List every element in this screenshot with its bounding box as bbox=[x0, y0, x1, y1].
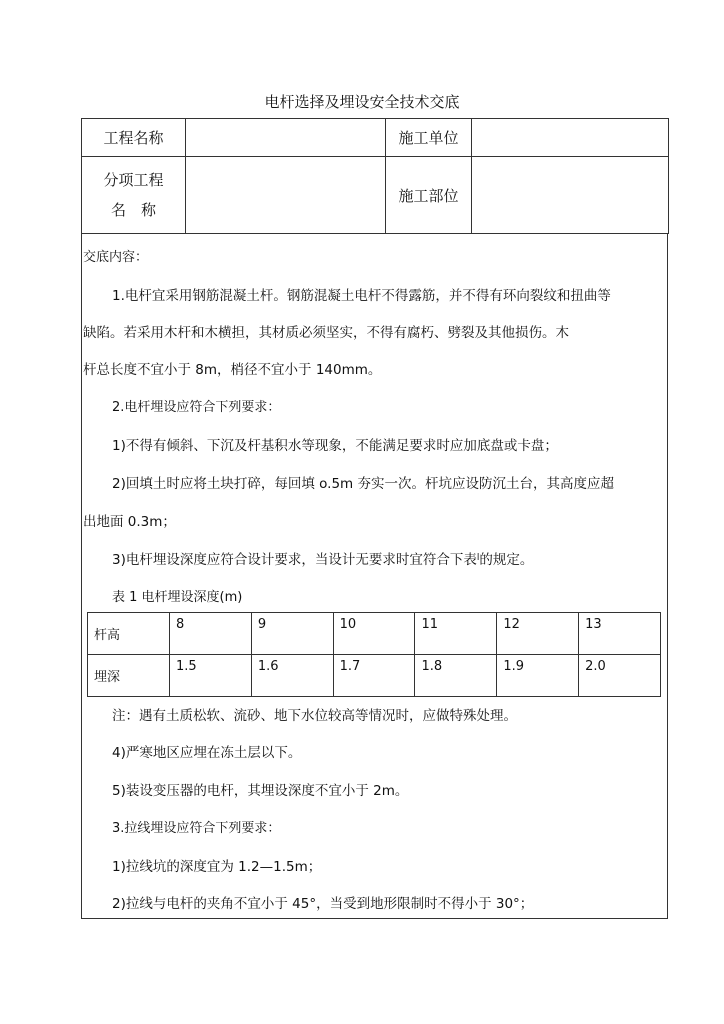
construction-unit-label: 施工单位 bbox=[386, 119, 472, 157]
p2-heading: 2.电杆埋设应符合下列要求： bbox=[112, 400, 281, 415]
p2-item3 bbox=[112, 548, 533, 568]
height-row bbox=[88, 613, 661, 655]
p2-item3-text: 3)电杆埋设深度应符合设计要求，当设计无要求时宜符合下表 bbox=[112, 552, 477, 568]
depth-cell: 1.9 bbox=[497, 655, 579, 697]
p2-item3-mark: l bbox=[476, 553, 480, 563]
p2-item5: 5)装设变压器的电杆，其埋设深度不宜小于 2m。 bbox=[112, 783, 409, 799]
height-row-label: 杆高 bbox=[88, 613, 170, 655]
p2-item2-line2: 出地面 0.3m； bbox=[83, 514, 176, 530]
p1-line3: 杆总长度不宜小于 8m，梢径不宜小于 140mm。 bbox=[83, 362, 382, 378]
p3-item1: 1)拉线坑的深度宜为 1.2—1.5m； bbox=[112, 859, 322, 875]
sub-project-label-line2: 名 称 bbox=[110, 201, 156, 219]
p2-item3-end: 的规定。 bbox=[479, 552, 534, 568]
depth-cell: 1.6 bbox=[251, 655, 333, 697]
p2-item1: 1)不得有倾斜、下沉及杆基积水等现象，不能满足要求时应加底盘或卡盘； bbox=[112, 438, 558, 454]
p2-item4: 4)严寒地区应埋在冻土层以下。 bbox=[112, 745, 302, 761]
p3-item2: 2)拉线与电杆的夹角不宜小于 45°，当受到地形限制时不得小于 30°； bbox=[112, 896, 534, 912]
construction-unit-value[interactable] bbox=[472, 119, 669, 157]
depth-table bbox=[87, 612, 661, 697]
p3-heading: 3.拉线埋设应符合下列要求： bbox=[112, 821, 281, 836]
height-cell: 13 bbox=[579, 613, 661, 655]
height-cell: 9 bbox=[251, 613, 333, 655]
depth-row-label: 埋深 bbox=[88, 655, 170, 697]
content-heading: 交底内容： bbox=[83, 250, 149, 265]
construction-part-value[interactable] bbox=[472, 157, 669, 234]
sub-project-value[interactable] bbox=[186, 157, 386, 234]
depth-row bbox=[88, 655, 661, 697]
height-cell: 8 bbox=[170, 613, 252, 655]
project-name-value[interactable] bbox=[186, 119, 386, 157]
table-note: 注：遇有土质松软、流砂、地下水位较高等情况时，应做特殊处理。 bbox=[112, 708, 517, 724]
height-cell: 10 bbox=[333, 613, 415, 655]
height-cell: 12 bbox=[497, 613, 579, 655]
depth-cell: 1.7 bbox=[333, 655, 415, 697]
table-caption: 表 1 电杆埋设深度(m) bbox=[112, 590, 243, 605]
sub-project-label bbox=[82, 157, 186, 234]
depth-cell: 2.0 bbox=[579, 655, 661, 697]
depth-cell: 1.8 bbox=[415, 655, 497, 697]
depth-cell: 1.5 bbox=[170, 655, 252, 697]
sub-project-label-line1: 分项工程 bbox=[103, 171, 164, 189]
header-table bbox=[81, 118, 669, 234]
p1-line2: 缺陷。若采用木杆和木横担，其材质必须坚实，不得有腐朽、劈裂及其他损伤。木 bbox=[83, 325, 569, 341]
construction-part-label: 施工部位 bbox=[386, 157, 472, 234]
p1-line1: 1.电杆宜采用钢筋混凝土杆。钢筋混凝土电杆不得露筋，并不得有环向裂纹和扭曲等 bbox=[112, 288, 611, 304]
height-cell: 11 bbox=[415, 613, 497, 655]
p2-item2-line1: 2)回填土时应将土块打碎，每回填 o.5m 夯实一次。杆坑应设防沉土台，其高度应超 bbox=[112, 476, 614, 492]
project-name-label: 工程名称 bbox=[82, 119, 186, 157]
page-title: 电杆选择及埋设安全技术交底 bbox=[264, 93, 460, 111]
